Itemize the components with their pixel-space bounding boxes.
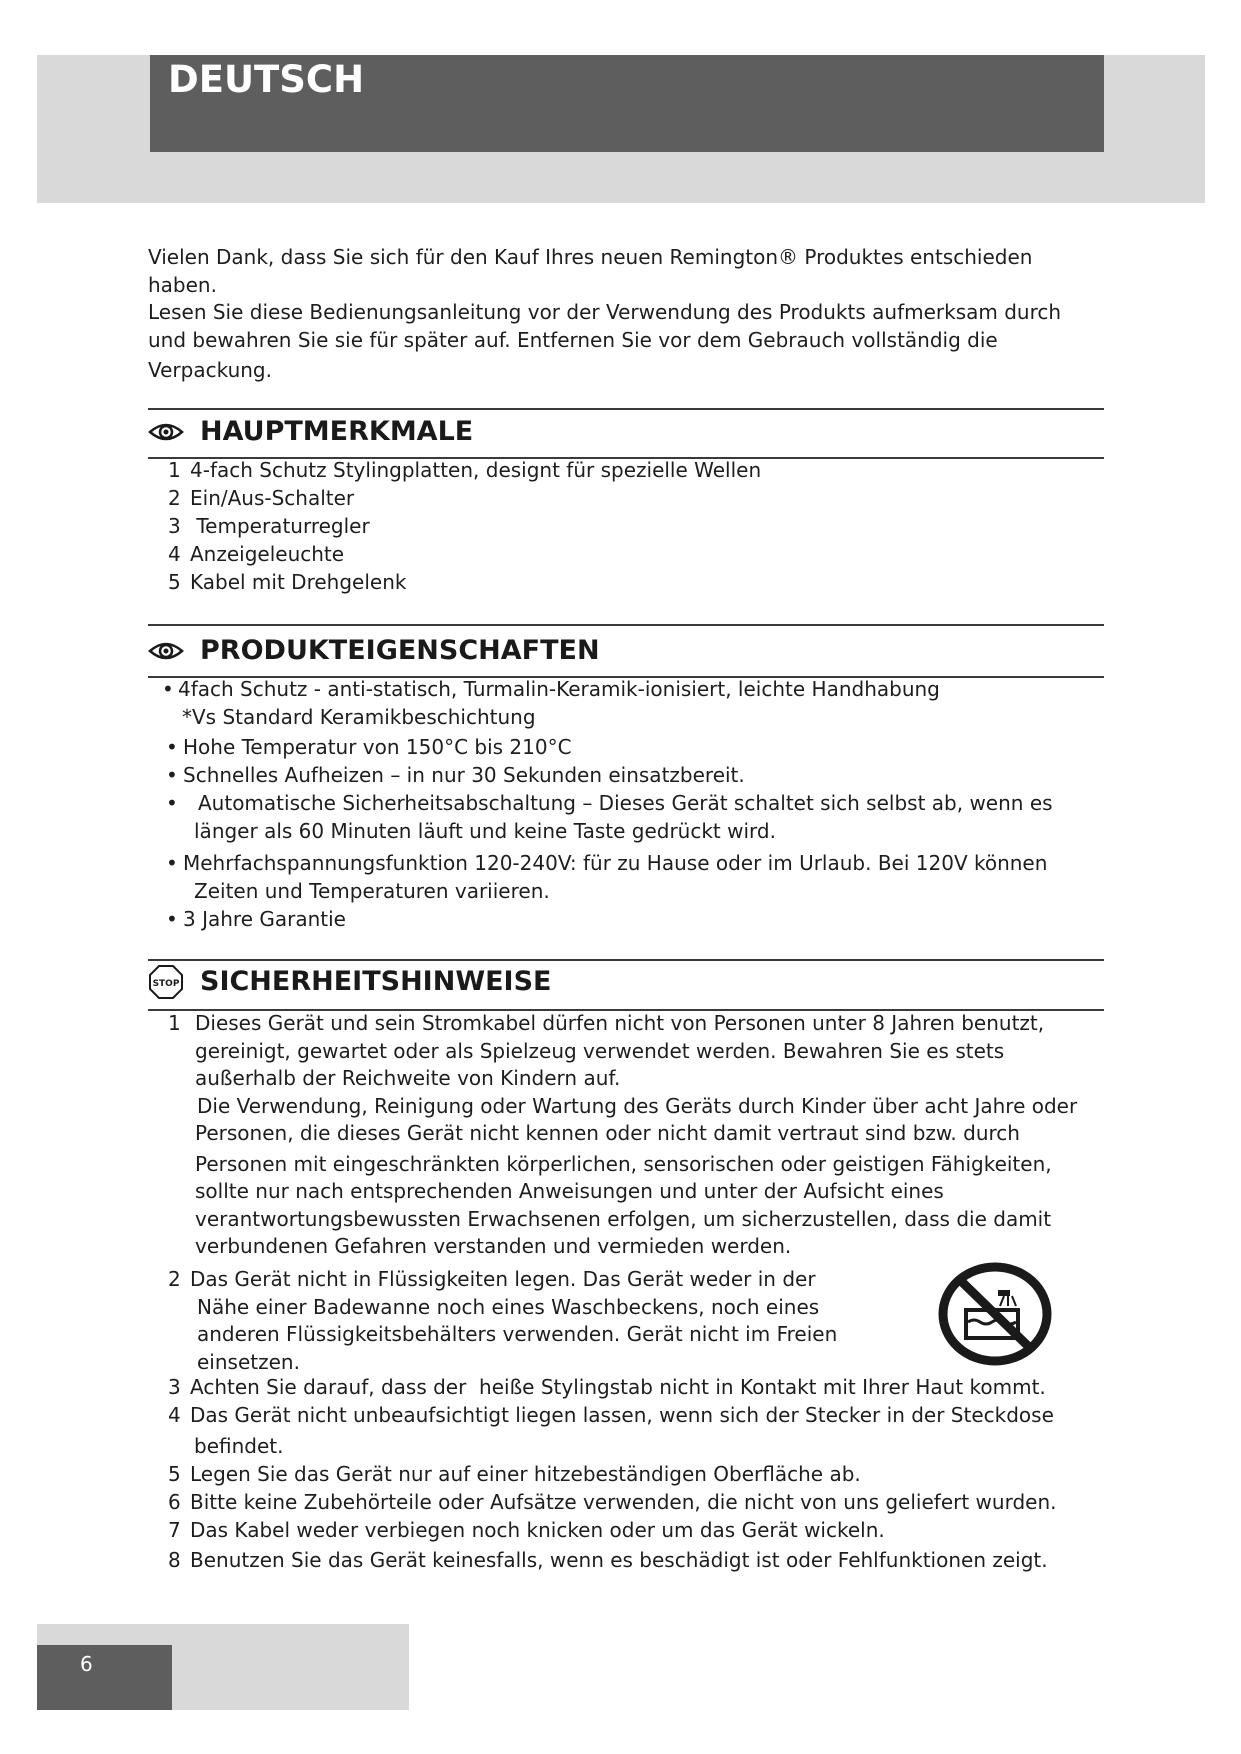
section-title: HAUPTMERKMALE: [200, 416, 474, 447]
intro-line: Vielen Dank, dass Sie sich für den Kauf Ihres neuen Remington® Produktes entschieden: [148, 245, 1033, 269]
intro-line: Verpackung.: [148, 358, 272, 382]
item-number: 2: [168, 1267, 181, 1291]
list-item: 3 Jahre Garantie: [183, 907, 346, 931]
item-number: 7: [168, 1518, 181, 1542]
intro-line: und bewahren Sie sie für später auf. Entfernen Sie vor dem Gebrauch vollständig die: [148, 327, 998, 352]
safety-item: 3 Achten Sie darauf, dass der heiße Stylingstab nicht in Kontakt mit Ihrer Haut kommt.: [168, 1374, 1046, 1402]
list-item: Hohe Temperatur von 150°C bis 210°C: [183, 735, 572, 759]
intro-line: Lesen Sie diese Bedienungsanleitung vor der Verwendung des Produkts aufmerksam durch: [148, 300, 1062, 324]
list-item: 4fach Schutz - anti-statisch, Turmalin-Keramik-ionisiert, leichte Handhabung: [178, 677, 940, 701]
section-divider: [148, 959, 1104, 961]
safety-item: 8 Benutzen Sie das Gerät keinesfalls, wenn es beschädigt ist oder Fehlfunktionen zeigt.: [168, 1547, 1048, 1575]
bullet-icon: •: [166, 907, 178, 931]
page-title: DEUTSCH: [168, 58, 365, 101]
list-item: Schnelles Aufheizen – in nur 30 Sekunden einsatzbereit.: [183, 763, 745, 787]
list-item: 2 Ein/Aus-Schalter: [168, 486, 355, 510]
item-number: 1: [168, 1011, 181, 1035]
features-list: [168, 456, 761, 596]
list-item-continuation: Zeiten und Temperaturen variieren.: [194, 879, 550, 903]
svg-text:STOP: STOP: [152, 978, 180, 989]
bullet-icon: •: [166, 763, 178, 787]
list-item: 4 Anzeigeleuchte: [168, 542, 345, 566]
list-item-continuation: länger als 60 Minuten läuft und keine Taste gedrückt wird.: [194, 819, 776, 843]
list-item: Automatische Sicherheitsabschaltung – Dieses Gerät schaltet sich selbst ab, wenn es: [198, 791, 1053, 815]
list-item: 3 Temperaturregler: [168, 514, 370, 538]
safety-item: 2 Das Gerät nicht in Flüssigkeiten legen. Das Gerät weder in der Nähe einer Badewanne noch eines Waschbeckens, noch eines anderen Flüssigkeitsbehälters verwenden. Gerät nicht im Freien einsetzen.: [168, 1267, 838, 1374]
item-number: 8: [168, 1548, 181, 1572]
section-title: PRODUKTEIGENSCHAFTEN: [200, 635, 600, 666]
section-title: SICHERHEITSHINWEISE: [200, 966, 552, 997]
stop-sign-icon: [148, 968, 184, 996]
list-item-continuation: *Vs Standard Keramikbeschichtung: [182, 705, 536, 729]
page-number: 6: [80, 1652, 93, 1676]
item-number: 3: [168, 1375, 181, 1399]
list-item: 1 4-fach Schutz Stylingplatten, designt für spezielle Wellen: [168, 458, 762, 482]
intro-text: [148, 244, 1088, 385]
bullet-icon: •: [166, 791, 178, 815]
safety-item: 5 Legen Sie das Gerät nur auf einer hitzebeständigen Oberfläche ab.: [168, 1461, 861, 1489]
list-item: Mehrfachspannungsfunktion 120-240V: für zu Hause oder im Urlaub. Bei 120V können: [183, 851, 1048, 875]
item-number: 5: [168, 1462, 181, 1486]
bullet-icon: •: [166, 735, 178, 759]
section-divider: [148, 408, 1104, 410]
eye-icon: [148, 418, 184, 446]
item-number: 4: [168, 1403, 181, 1427]
section-header-safety: [148, 966, 552, 997]
bullet-icon: •: [162, 677, 174, 701]
intro-line: haben.: [148, 272, 217, 297]
section-header-features: [148, 416, 473, 447]
safety-item: 7 Das Kabel weder verbiegen noch knicken oder um das Gerät wickeln.: [168, 1517, 885, 1545]
eye-icon: [148, 637, 184, 665]
safety-item: 6 Bitte keine Zubehörteile oder Aufsätze verwenden, die nicht von uns geliefert wurden.: [168, 1489, 1056, 1517]
safety-item: 4 Das Gerät nicht unbeaufsichtigt liegen lassen, wenn sich der Stecker in der Steckdose befindet.: [168, 1403, 1054, 1458]
no-water-icon: [938, 1262, 1052, 1370]
bullet-icon: •: [166, 851, 178, 875]
section-header-properties: [148, 635, 600, 666]
section-divider: [148, 624, 1104, 626]
list-item: 5 Kabel mit Drehgelenk: [168, 570, 407, 594]
item-number: 6: [168, 1490, 181, 1514]
safety-item: 1 Dieses Gerät und sein Stromkabel dürfen nicht von Personen unter 8 Jahren benutzt, gereinigt, gewartet oder als Spielzeug verwendet werden. Bewahren Sie es stets außerhalb der Reichweite von Kindern auf. Die Verwendung, Reinigung oder Wartung des Geräts durch Kinder über acht Jahre oder Personen, die dieses Gerät nicht kennen oder nicht damit vertraut sind bzw. durch Personen mit eingeschränkten körperlichen, sensorischen oder geistigen Fähigkeiten, sollte nur nach entsprechenden Anweisungen und unter der Aufsicht eines verantwortungsbewussten Erwachsenen erfolgen, um sicherzustellen, dass die damit verbundenen Gefahren verstanden und vermieden werden.: [168, 1011, 1078, 1258]
page-number-box: [37, 1645, 172, 1710]
